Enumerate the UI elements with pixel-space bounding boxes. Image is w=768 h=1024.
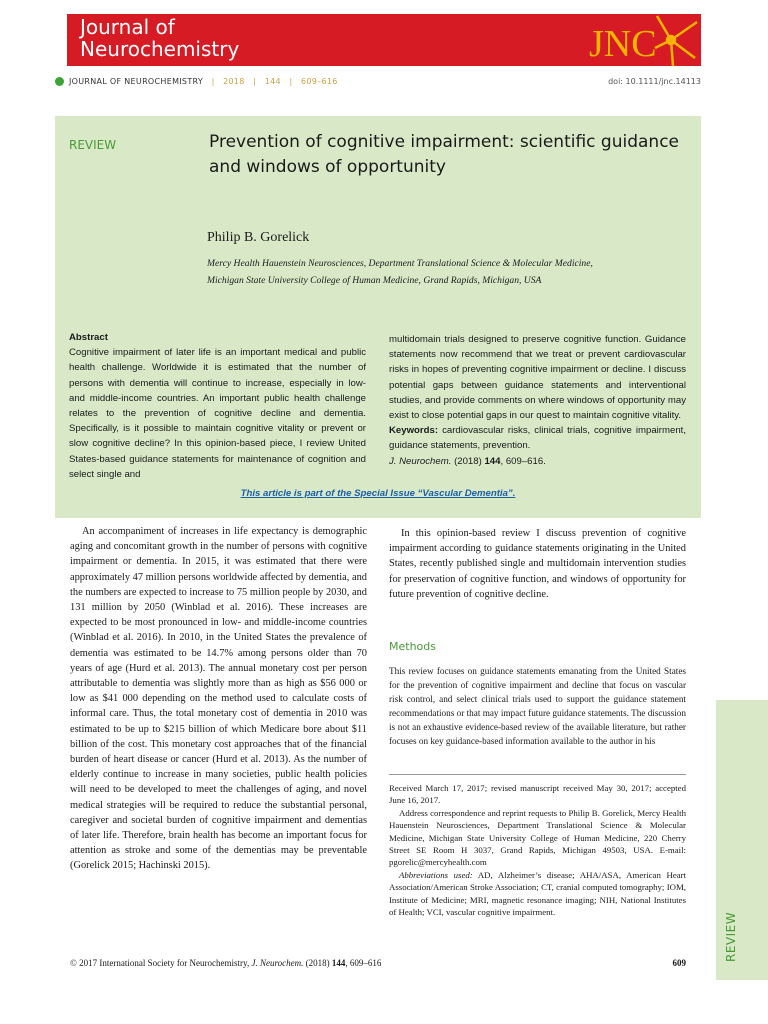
methods-heading: Methods [389, 640, 436, 653]
meta-journal-name: JOURNAL OF NEUROCHEMISTRY [69, 77, 204, 86]
abbreviations-text: AD, Alzheimer’s disease; AHA/ASA, American Heart Association/American Stroke Association; CT, cranial computed tomography; IOM, Institute of Medicine; MRI, magnetic resonance imaging; NIH, National Institutes of Health; VCI, vascular cognitive impairment. [389, 869, 686, 918]
meta-separator: | [289, 77, 293, 86]
neuron-icon [655, 16, 697, 66]
journal-name [80, 16, 239, 60]
article-meta-row [55, 74, 701, 90]
citation-pages: , 609–616. [500, 455, 546, 467]
side-tab-label: REVIEW [724, 911, 738, 962]
footer-journal: J. Neurochem. [251, 958, 304, 968]
body-right-column [389, 526, 686, 602]
affiliation-line: Michigan State University College of Human Medicine, Grand Rapids, Michigan, USA [207, 275, 542, 286]
side-review-tab [716, 700, 768, 980]
citation-journal: J. Neurochem. [389, 455, 452, 467]
footer-copyright-text: © 2017 International Society for Neurochemistry, [70, 958, 250, 968]
footer-year: (2018) [305, 958, 330, 968]
page-number: 609 [672, 958, 686, 968]
methods-text: This review focuses on guidance statements emanating from the United States for the prevention of cognitive impairment and decline that focus on vascular risk control, and select clinical trials used to support the guidance statement recommendations or that may impact future guidance statements. The discussion is not an exhaustive evidence-based review of the available literature, but rather focuses on key guidance-based information available to the author in his [389, 666, 686, 747]
intro-paragraph: In this opinion-based review I discuss prevention of cognitive impairment according to guidance statements originating in the United States, recently published single and multidomain intervention studies for preservation of cognitive function, and windows of opportunity for future prevention of cognitive decline. [389, 528, 686, 600]
journal-name-line1: Journal of [80, 15, 175, 39]
journal-banner [67, 14, 701, 66]
footer-copyright [70, 958, 381, 968]
article-title: Prevention of cognitive impairment: scientific guidance and windows of opportunity [209, 132, 680, 177]
section-label: REVIEW [69, 138, 117, 152]
citation [389, 456, 546, 467]
correspondence: Address correspondence and reprint requests to Philip B. Gorelick, Mercy Health Hauenstein Neurosciences, Department Translational Science & Molecular Medicine, Michigan State University College of Human Medicine, 220 Cherry Street SE Room H 3037, Grand Rapids, Michigan 49503, USA. E-mail: pgorelic@mercyhealth.com [389, 807, 686, 868]
citation-year: (2018) [454, 455, 482, 467]
intro-paragraph: An accompaniment of increases in life expectancy is demographic aging and concomitant growth in the number of persons with cognitive impairment or dementia. In 2015, it was estimated that there were approximately 47 million persons worldwide affected by dementia, and the numbers are expected to increase to 75 million people by 2030, and 131 million by 2050 (Winblad et al. 2016). These increases are expected to be most pronounced in low- and middle-income countries (Winblad et al. 2016). In 2010, in the United States the prevalence of dementia was estimated to be 14.7% among persons older than 70 years of age (Hurd et al. 2013). The annual monetary cost per person attributable to dementia was slightly more than as high as $56 000 or low as $41 000 depending on the method used to calculate costs of informal care. Thus, the total monetary cost of dementia in 2010 was estimated to be up to $215 billion of which Medicare bore about $11 billion of the cost. This monetary cost approaches that of the financial burden of heart disease or cancer (Hurd et al. 2013). As the number of elderly continue to increase in many societies, public health policies will need to be developed to meet the challenges of aging, and novel medical strategies will be required to reduce the substantial personal, caregiver and societal burden of cognitive impairment and dementias of later life. Therefore, brain health has become an important focus for attention as stroke and some of the dementias may be preventable (Gorelick 2015; Hachinski 2015). [70, 526, 367, 872]
citation-volume: 144 [484, 455, 501, 467]
article-header-box [55, 116, 701, 518]
journal-name-line2: Neurochemistry [80, 37, 240, 61]
footnote-divider [389, 774, 686, 775]
abstract-right-column [389, 332, 686, 469]
doi-link[interactable]: doi: 10.1111/jnc.14113 [608, 77, 701, 86]
keywords: cardiovascular risks, clinical trials, cognitive impairment, guidance statements, prevention. [389, 425, 686, 452]
abstract-text: Cognitive impairment of later life is an important medical and public health challenge. Worldwide it is estimated that the number of persons with dementia will continue to increase, especially in low- and middle-income countries. An important public health challenge relates to the prevention of cognitive decline and dementia. Specifically, is it possible to maintain cognitive vitality or prevent or slow cognitive decline? In this opinion-based piece, I review United States-based guidance statements for maintenance of cognition and select single and [69, 347, 366, 480]
meta-volume: 144 [264, 77, 281, 86]
jnc-logo-graphic [561, 14, 701, 66]
author-name: Philip B. Gorelick [207, 230, 310, 245]
abstract-text: multidomain trials designed to preserve cognitive function. Guidance statements now recommend that we treat or prevent cardiovascular risks in hopes of preventing cognitive impairment or decline. I discuss potential gaps between guidance statements and interventional studies, and provide comments on where windows of opportunity may exist to close potential gaps in our quest to maintain cognitive vitality. [389, 334, 686, 422]
author-affiliation [207, 255, 697, 289]
footnotes [389, 782, 686, 918]
footer-volume: 144 [331, 958, 346, 968]
received-dates: Received March 17, 2017; revised manuscript received May 30, 2017; accepted June 16, 2017. [389, 783, 686, 806]
footer-pages: , 609–616 [345, 958, 382, 968]
abstract-left-column [69, 330, 366, 482]
meta-pages: 609–616 [300, 77, 338, 86]
abbreviations [389, 869, 686, 919]
abbreviations-label: Abbreviations used: [399, 869, 473, 880]
meta-separator: | [253, 77, 257, 86]
jnc-logo-text: JNC [589, 23, 657, 65]
special-issue-link[interactable]: This article is part of the Special Issue “Vascular Dementia”. [240, 488, 516, 499]
green-dot-icon [55, 77, 64, 86]
meta-year: 2018 [223, 77, 245, 86]
meta-separator: | [211, 77, 215, 86]
meta-journal [69, 77, 338, 86]
keywords-label: Keywords: [389, 425, 439, 437]
jnc-logo [561, 14, 701, 66]
abstract-heading: Abstract [69, 332, 108, 343]
affiliation-line: Mercy Health Hauenstein Neurosciences, Department Translational Science & Molecular Medicine, [207, 258, 593, 269]
body-left-column [70, 524, 367, 874]
